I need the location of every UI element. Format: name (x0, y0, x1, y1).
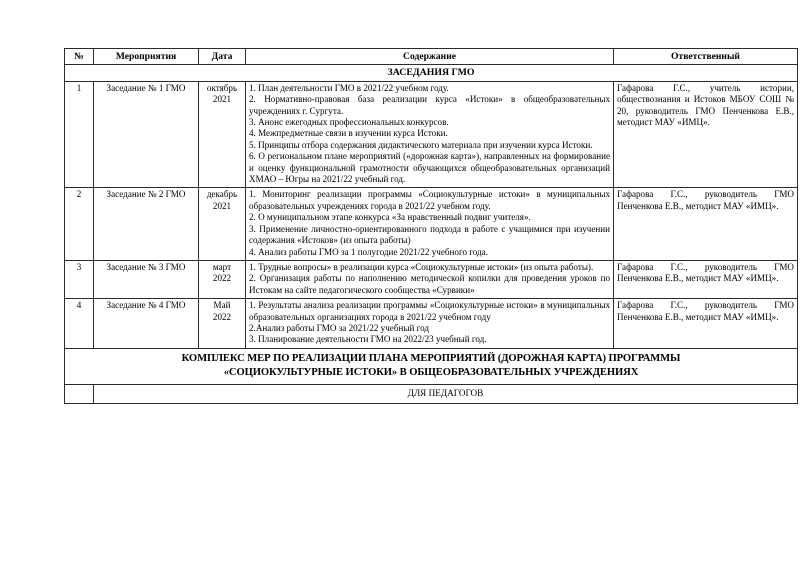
content-line: 1. Мониторинг реализации программы «Социокультурные истоки» в муниципальных образовательных учреждениях города в 2021/22 учебном году. (249, 189, 610, 211)
row-responsible (614, 299, 798, 349)
header-cell-num: № (65, 49, 94, 65)
row-event (94, 188, 199, 260)
footer-banner-line-2: «СОЦИОКУЛЬТУРНЫЕ ИСТОКИ» В ОБЩЕОБРАЗОВАТЕЛЬНЫХ УЧРЕЖДЕНИЯХ (223, 367, 639, 379)
footer-banner-line-1: КОМПЛЕКС МЕР ПО РЕАЛИЗАЦИИ ПЛАНА МЕРОПРИЯТИЙ (ДОРОЖНАЯ КАРТА) ПРОГРАММЫ (181, 352, 681, 364)
footer-banner-cell (65, 348, 798, 384)
section-heading-cell: ЗАСЕДАНИЯ ГМО (65, 65, 798, 81)
row-date (199, 81, 246, 188)
content-line: 3. Применение личностно-ориентированного подхода в работе с учащимися при изучении содержания «Истоков» (из опыта работы) (249, 223, 610, 246)
row-event-text: Заседание № 2 ГМО (106, 189, 186, 200)
row-number: 1 (65, 81, 94, 188)
content-line: 1. Результаты анализа реализации программы «Социокультурные истоки» в муниципальных образовательных организациях города в 2021/22 учебном году (249, 300, 610, 322)
content-line: 1. Трудные вопросы» в реализации курса «Социокультурные истоки» (из опыта работы). (249, 261, 594, 272)
row-date-month: март (212, 261, 232, 272)
content-line: 2. О муниципальном этапе конкурса «За нравственный подвиг учителя». (249, 212, 531, 223)
row-event (94, 299, 199, 349)
content-line: 3. Анонс ежегодных профессиональных конкурсов. (249, 117, 449, 128)
row-number: 4 (65, 299, 94, 349)
responsible-line: Гафарова Г.С., руководитель ГМО Пенченкова Е.В., методист МАУ «ИМЦ». (617, 300, 794, 322)
content-line: 2. Организация работы по наполнению методической копилки для проведения уроков по Истокам на сайте педагогического сообщества «Сурвики» (249, 273, 610, 295)
row-date-year: 2021 (212, 200, 232, 211)
content-line: 6. О региональном плане мероприятий («дорожная карта»), направленных на формирование и оценку функциональной грамотности обучающихся общеобразовательных организаций ХМАО – Югры на 2021/22 учебный год. (249, 151, 610, 185)
row-date-year: 2021 (212, 94, 232, 105)
row-date (199, 299, 246, 349)
header-cell-event: Мероприятия (94, 49, 199, 65)
row-event-text: Заседание № 1 ГМО (106, 82, 186, 93)
row-date-month: Май (213, 300, 231, 311)
table-header-row (65, 49, 798, 65)
row-content (246, 188, 614, 260)
row-date-month: октябрь (206, 82, 238, 93)
footer-subheading-row (65, 384, 798, 403)
row-content (246, 81, 614, 188)
footer-subheading-cell: ДЛЯ ПЕДАГОГОВ (94, 384, 798, 403)
content-line: 5. Принципы отбора содержания дидактического материала при изучении курса Истоки. (249, 139, 593, 150)
table-row (65, 299, 798, 349)
row-event-text: Заседание № 3 ГМО (106, 261, 186, 272)
row-number: 2 (65, 188, 94, 260)
responsible-line: Гафарова Г.С., руководитель ГМО Пенченкова Е.В., методист МАУ «ИМЦ». (617, 189, 794, 211)
row-responsible (614, 260, 798, 298)
content-line: 3. Планирование деятельности ГМО на 2022/23 учебный год. (249, 334, 487, 345)
table-row (65, 81, 798, 188)
row-responsible (614, 188, 798, 260)
responsible-line: Гафарова Г.С., учитель истории, обществознания и Истоков МБОУ СОШ № 20, руководитель ГМО Пенченкова Е.В., методист МАУ «ИМЦ». (617, 82, 794, 128)
row-date-year: 2022 (212, 311, 232, 322)
row-event-text: Заседание № 4 ГМО (106, 300, 186, 311)
row-content (246, 299, 614, 349)
content-line: 2. Нормативно-правовая база реализации курса «Истоки» в общеобразовательных учреждениях г. Сургута. (249, 94, 610, 116)
table-row (65, 188, 798, 260)
row-event (94, 260, 199, 298)
content-line: 4. Анализ работы ГМО за 1 полугодие 2021/22 учебного года. (249, 246, 488, 257)
content-line: 4. Межпредметные связи в изучении курса Истоки. (249, 128, 448, 139)
row-number: 3 (65, 260, 94, 298)
responsible-line: Гафарова Г.С., руководитель ГМО Пенченкова Е.В., методист МАУ «ИМЦ». (617, 261, 794, 284)
row-event (94, 81, 199, 188)
row-content (246, 260, 614, 298)
content-line: 1. План деятельности ГМО в 2021/22 учебном году. (249, 82, 449, 93)
plan-table (64, 48, 798, 404)
row-date-year: 2022 (212, 273, 232, 284)
row-date-month: декабрь (206, 189, 238, 200)
footer-banner-row (65, 348, 798, 384)
table-row (65, 260, 798, 298)
footer-subheading-empty-cell (65, 384, 94, 403)
row-date (199, 188, 246, 260)
section-heading-row (65, 65, 798, 81)
content-line: 2.Анализ работы ГМО за 2021/22 учебный год (249, 322, 429, 333)
row-date (199, 260, 246, 298)
row-responsible (614, 81, 798, 188)
header-cell-date: Дата (199, 49, 246, 65)
header-cell-content: Содержание (246, 49, 614, 65)
header-cell-responsible: Ответственный (614, 49, 798, 65)
